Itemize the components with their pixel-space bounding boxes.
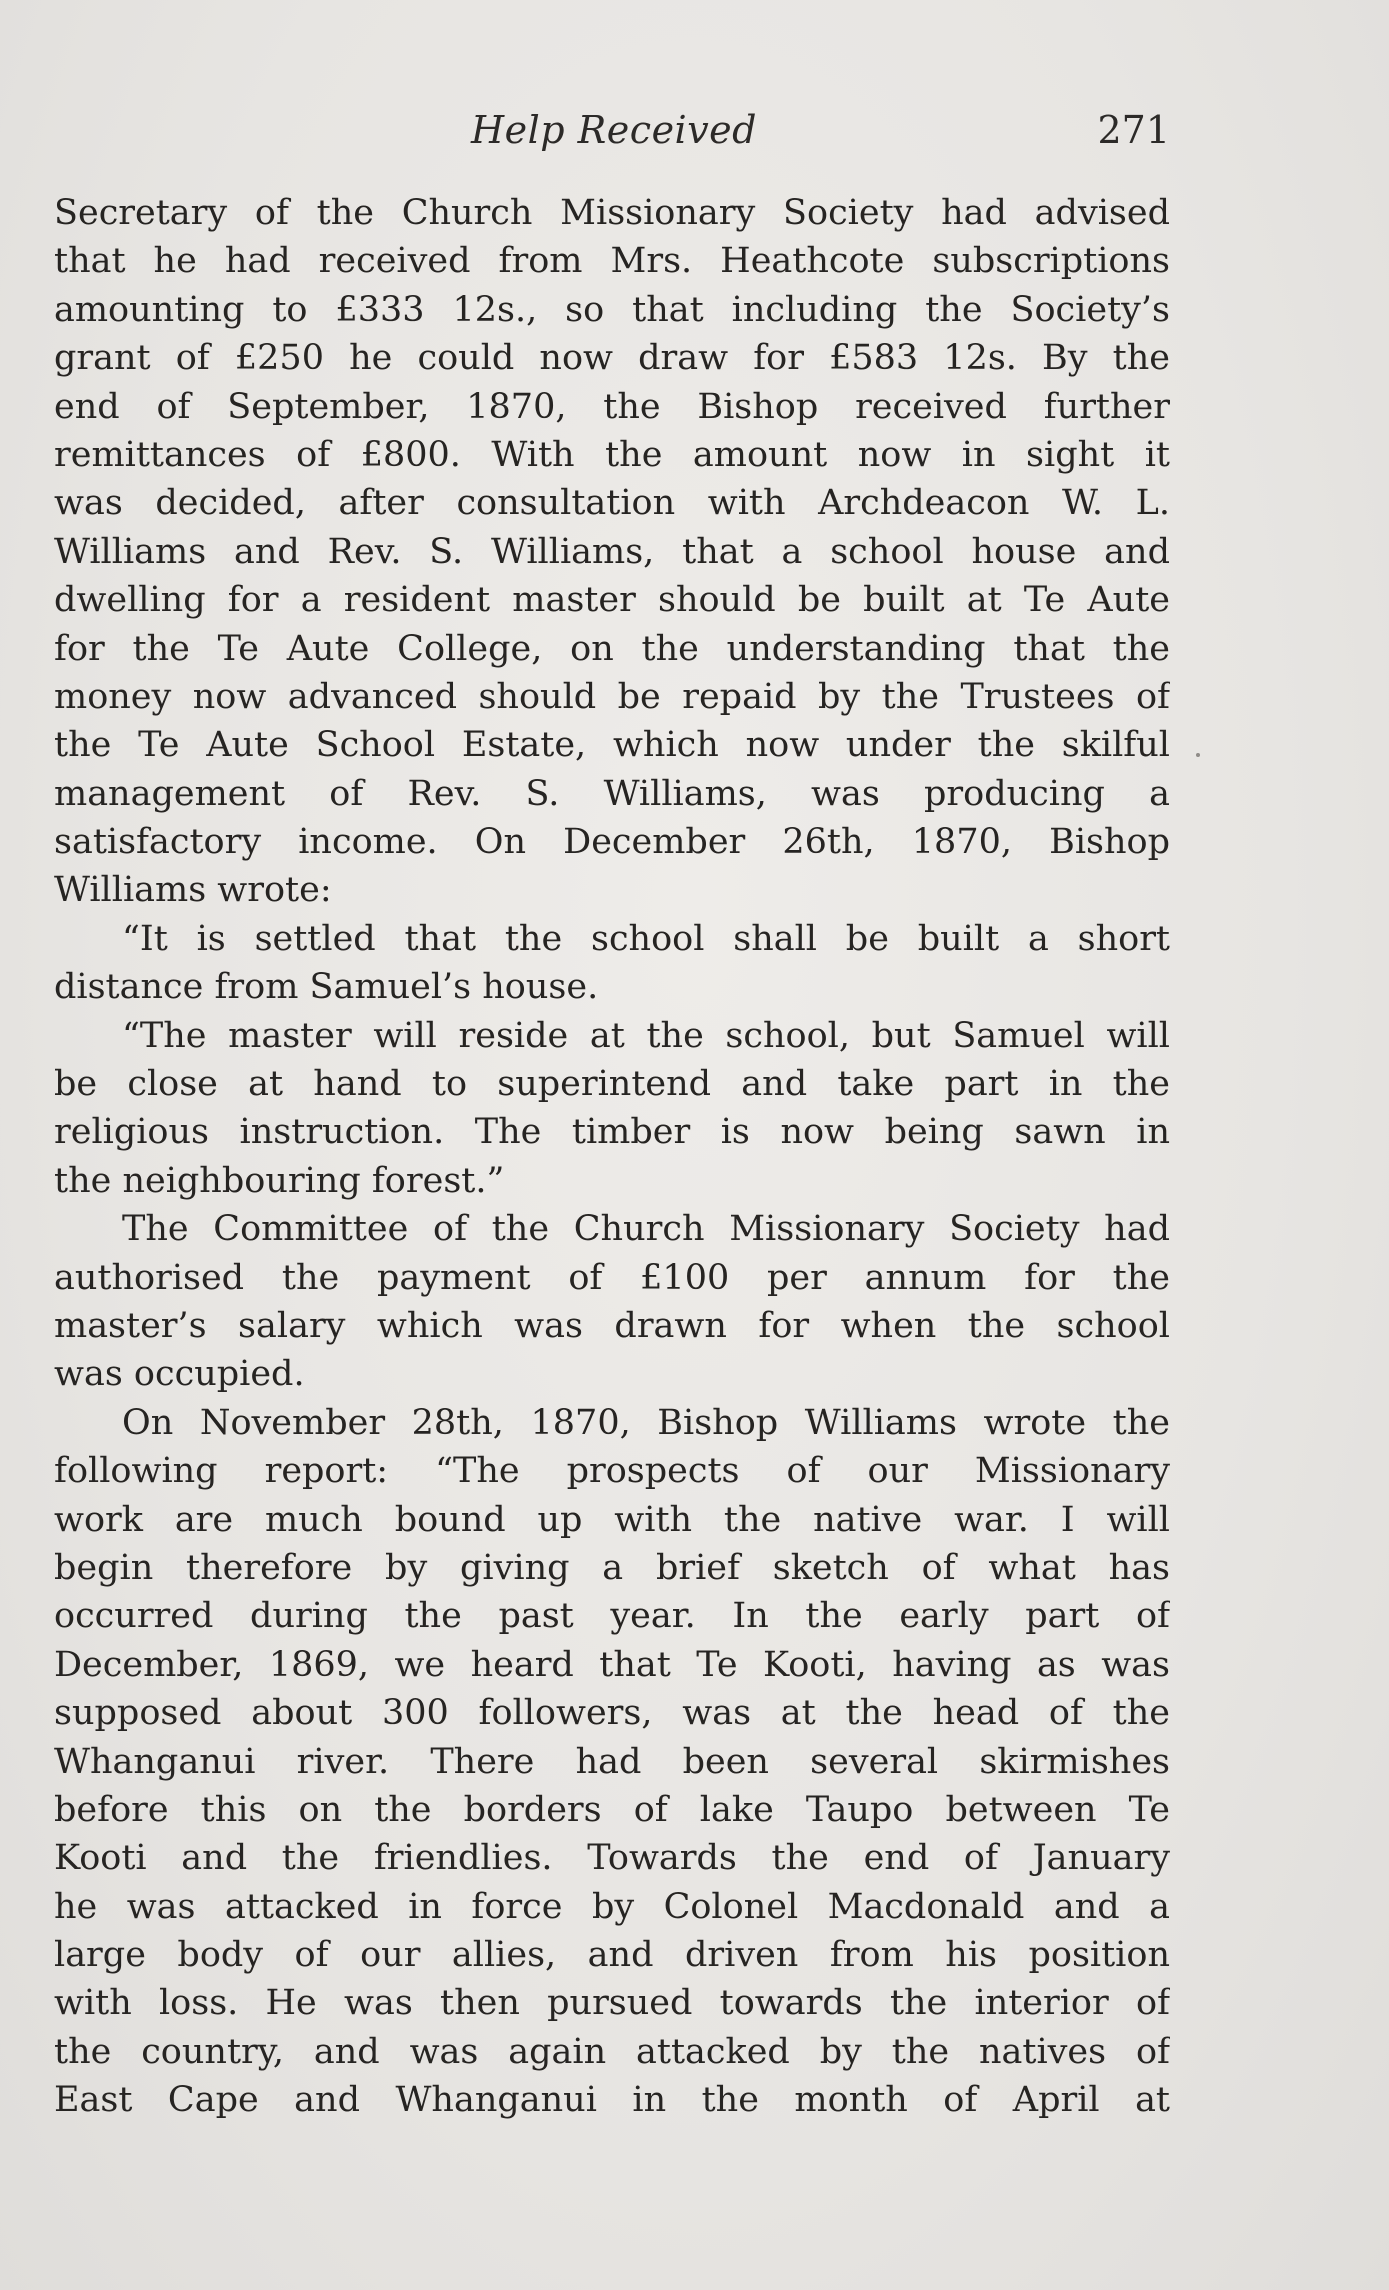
running-title: Help Received — [471, 108, 757, 152]
text-line: authorised the payment of £100 per annum for the — [54, 1257, 1170, 1298]
body-text — [54, 189, 1170, 2125]
text-line: he was attacked in force by Colonel Macdonald and a — [54, 1886, 1170, 1927]
text-line: with loss. He was then pursued towards the interior of — [54, 1983, 1170, 2024]
paper-speck — [1196, 753, 1200, 757]
text-line: master’s salary which was drawn for when the school — [54, 1305, 1170, 1346]
text-line: was decided, after consultation with Archdeacon W. L. — [54, 483, 1170, 524]
text-line: satisfactory income. On December 26th, 1870, Bishop — [54, 822, 1170, 863]
text-line: for the Te Aute College, on the understanding that the — [54, 628, 1170, 669]
text-line: following report: “The prospects of our Missionary — [54, 1451, 1170, 1492]
quote-line: distance from Samuel’s house. — [54, 967, 599, 1008]
quote-line: the neighbouring forest.” — [54, 1160, 505, 1201]
text-line: management of Rev. S. Williams, was producing a — [54, 773, 1170, 814]
text-line: dwelling for a resident master should be built at Te Aute — [54, 580, 1170, 621]
text-line: begin therefore by giving a brief sketch of what has — [54, 1547, 1170, 1588]
quote-line: “It is settled that the school shall be built a short — [122, 918, 1170, 959]
text-line: end of September, 1870, the Bishop received further — [54, 386, 1170, 427]
text-line: occurred during the past year. In the early part of — [54, 1596, 1170, 1637]
text-line: before this on the borders of lake Taupo between Te — [54, 1789, 1170, 1830]
text-line: East Cape and Whanganui in the month of April at — [54, 2080, 1170, 2121]
text-line: December, 1869, we heard that Te Kooti, having as was — [54, 1644, 1170, 1685]
running-head — [58, 108, 1170, 160]
text-line: that he had received from Mrs. Heathcote subscriptions — [54, 241, 1170, 282]
page-number: 271 — [1097, 108, 1170, 152]
text-line: Whanganui river. There had been several skirmishes — [54, 1741, 1170, 1782]
text-line: Williams and Rev. S. Williams, that a school house and — [54, 531, 1170, 572]
quote-line: be close at hand to superintend and take part in the — [54, 1064, 1170, 1105]
text-line: was occupied. — [54, 1354, 305, 1395]
text-line: money now advanced should be repaid by the Trustees of — [54, 676, 1170, 717]
quote-line: “The master will reside at the school, but Samuel will — [122, 1015, 1170, 1056]
text-line: the country, and was again attacked by the natives of — [54, 2031, 1170, 2072]
text-line: supposed about 300 followers, was at the head of the — [54, 1693, 1170, 1734]
text-line: remittances of £800. With the amount now in sight it — [54, 434, 1170, 475]
text-line: Williams wrote: — [54, 870, 332, 911]
text-line: work are much bound up with the native war. I will — [54, 1499, 1170, 1540]
text-line: The Committee of the Church Missionary Society had — [122, 1209, 1170, 1250]
text-line: On November 28th, 1870, Bishop Williams wrote the — [122, 1402, 1170, 1443]
text-line: the Te Aute School Estate, which now under the skilful — [54, 725, 1170, 766]
text-line: grant of £250 he could now draw for £583 12s. By the — [54, 338, 1170, 379]
quote-line: religious instruction. The timber is now being sawn in — [54, 1112, 1170, 1153]
text-line: Kooti and the friendlies. Towards the end of January — [54, 1838, 1170, 1879]
text-line: large body of our allies, and driven from his position — [54, 1935, 1170, 1976]
text-line: Secretary of the Church Missionary Society had advised — [54, 193, 1170, 233]
text-line: amounting to £333 12s., so that including the Society’s — [54, 289, 1170, 330]
